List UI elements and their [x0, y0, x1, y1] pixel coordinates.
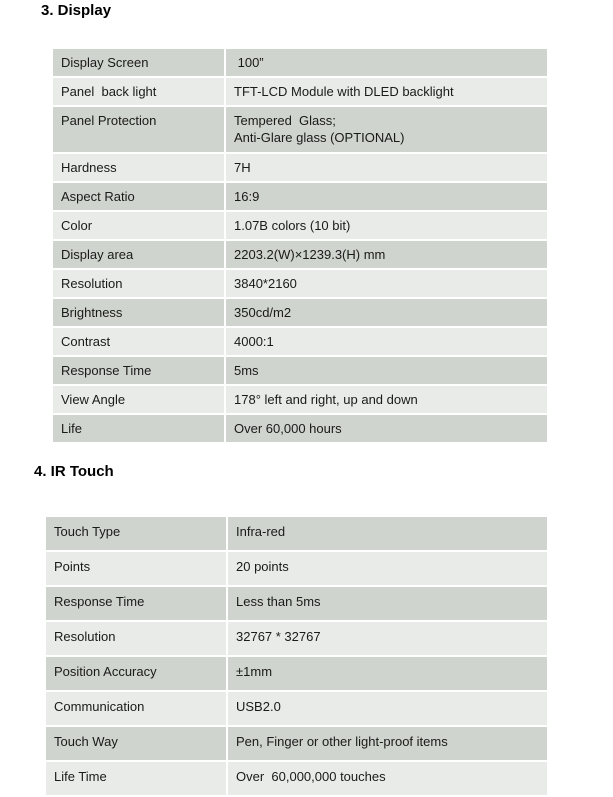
ir-touch-spec-table [44, 515, 549, 797]
spec-label: Touch Type [45, 516, 227, 551]
spec-label: Position Accuracy [45, 656, 227, 691]
table-row [52, 153, 548, 182]
table-row [45, 761, 548, 796]
spec-value: USB2.0 [227, 691, 548, 726]
spec-label: Display Screen [52, 48, 225, 77]
spec-value: Over 60,000 hours [225, 414, 548, 443]
table-row [52, 356, 548, 385]
spec-label: Life Time [45, 761, 227, 796]
spec-value: Infra-red [227, 516, 548, 551]
spec-value: 5ms [225, 356, 548, 385]
table-row [52, 48, 548, 77]
section-heading-ir-touch: 4. IR Touch [34, 463, 114, 480]
table-row [45, 551, 548, 586]
table-row [52, 240, 548, 269]
spec-label: Display area [52, 240, 225, 269]
spec-label: Aspect Ratio [52, 182, 225, 211]
spec-label: Resolution [45, 621, 227, 656]
spec-label: Response Time [52, 356, 225, 385]
spec-value: 16:9 [225, 182, 548, 211]
table-row [45, 656, 548, 691]
spec-label: Hardness [52, 153, 225, 182]
spec-label: Response Time [45, 586, 227, 621]
spec-value: 350cd/m2 [225, 298, 548, 327]
spec-value: ±1mm [227, 656, 548, 691]
spec-label: Points [45, 551, 227, 586]
spec-label: Resolution [52, 269, 225, 298]
display-spec-table [51, 47, 549, 444]
spec-label: Touch Way [45, 726, 227, 761]
table-row [45, 621, 548, 656]
spec-label: Panel back light [52, 77, 225, 106]
spec-value: Less than 5ms [227, 586, 548, 621]
spec-label: Contrast [52, 327, 225, 356]
spec-value: TFT-LCD Module with DLED backlight [225, 77, 548, 106]
table-row [45, 726, 548, 761]
spec-value [225, 106, 548, 153]
spec-value: 3840*2160 [225, 269, 548, 298]
spec-value: 1.07B colors (10 bit) [225, 211, 548, 240]
spec-value: 2203.2(W)×1239.3(H) mm [225, 240, 548, 269]
spec-value: Pen, Finger or other light-proof items [227, 726, 548, 761]
table-row [52, 327, 548, 356]
table-row [52, 77, 548, 106]
table-row [45, 516, 548, 551]
spec-label: Communication [45, 691, 227, 726]
table-row [45, 586, 548, 621]
spec-value: 32767 * 32767 [227, 621, 548, 656]
table-row [52, 298, 548, 327]
spec-label: Brightness [52, 298, 225, 327]
table-row [52, 269, 548, 298]
table-row [52, 211, 548, 240]
spec-value: 100” [225, 48, 548, 77]
table-row [52, 414, 548, 443]
spec-label: View Angle [52, 385, 225, 414]
spec-value-line: Anti-Glare glass (OPTIONAL) [234, 130, 405, 145]
table-row [52, 182, 548, 211]
table-row [45, 691, 548, 726]
spec-value: 7H [225, 153, 548, 182]
spec-label: Life [52, 414, 225, 443]
spec-value: Over 60,000,000 touches [227, 761, 548, 796]
spec-value-line: Tempered Glass; [234, 113, 336, 128]
spec-value: 20 points [227, 551, 548, 586]
section-heading-display: 3. Display [41, 2, 112, 19]
table-row [52, 385, 548, 414]
spec-label: Panel Protection [52, 106, 225, 153]
spec-value: 178° left and right, up and down [225, 385, 548, 414]
table-row [52, 106, 548, 153]
spec-label: Color [52, 211, 225, 240]
spec-value: 4000:1 [225, 327, 548, 356]
